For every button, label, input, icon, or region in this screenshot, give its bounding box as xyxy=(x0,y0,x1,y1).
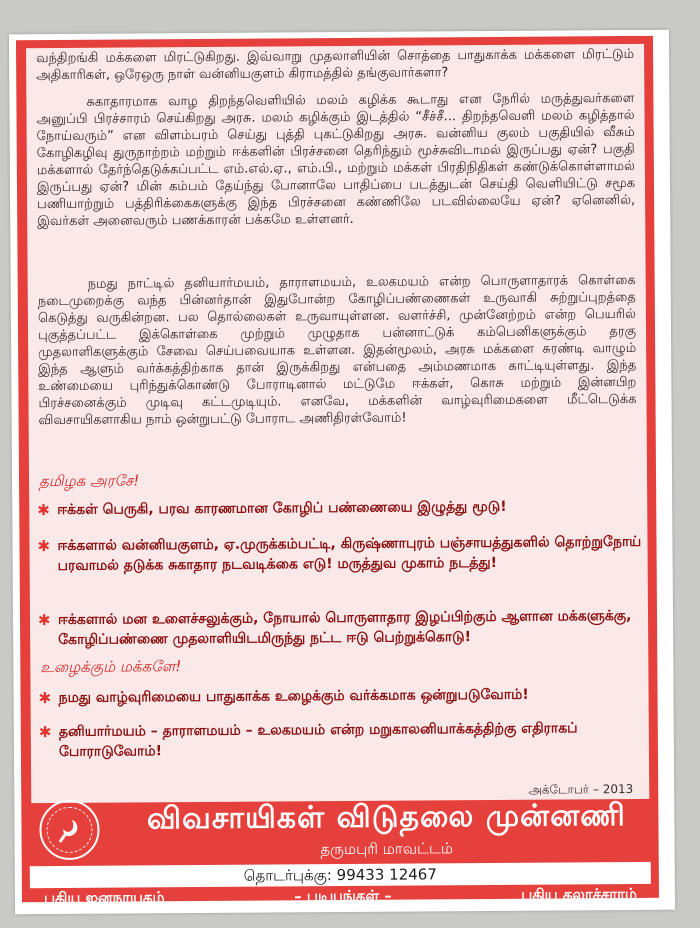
organization-logo xyxy=(39,800,99,860)
paragraph-2: சுகாதாரமாக வாழ திறந்தவெளியில் மலம் கழிக்க கூடாது என நேரில் மருத்துவர்களை அனுப்பி பிரச்சாரம் செய்கிறது அரசு. மலம் கழிக்கும் இடத்தில் “சீச்சீ... திறந்தவெளி மலம் கழித்தால் நோய்வரும்” என விளம்பரம் செய்து புத்தி புகட்டுகிறது அரசு. வன்னிய குலம் பகுதியில் வீசும் கோழிகழிவு துருநாற்றம் மற்றும் ஈக்களின் பிரச்சனை தெரிந்தும் மூச்சுவிடாமல் இருப்பது ஏன்? பகுதி மக்களால் தேர்ந்தெடுக்கப்பட்ட எம்.எல்.ஏ., எம்.பி., மற்றும் மக்கள் பிரதிநிதிகள் கண்டுக்கொள்ளாமல் இருப்பது ஏன்? மின் கம்பம் தேய்ந்து போனாலே பாதிப்பை படத்துடன் செய்தி வெளியிட்டு சமூக பணியாற்றும் பத்திரிக்கைகளுக்கு இந்த பிரச்சனை கண்ணிலே படவில்லையே ஏன்? ஏனெனில், இவர்கள் அனைவரும் பணக்காரன் பக்கமே உள்ளனர். xyxy=(36,90,636,230)
demand-item xyxy=(35,532,641,576)
paragraph-1: வந்திறங்கி மக்களை மிரட்டுகிறது. இவ்வாறு முதலாளியின் சொத்தை பாதுகாக்க மக்களை மிரட்டும் அதிகாரிகள், ஒரேஒரு நாள் வன்னியகுளம் கிராமத்தில் தங்குவார்களா? xyxy=(36,46,635,84)
star-bullet-icon: ✱ xyxy=(37,611,51,630)
salutation-government: தமிழக அரசே! xyxy=(38,471,140,491)
organization-name: விவசாயிகள் விடுதலை முன்னணி xyxy=(146,798,626,837)
footer-bar xyxy=(22,884,659,910)
demand-text: ஈக்கள் பெருகி, பரவ காரணமான கோழிப் பண்ணையை இழுத்து மூடு! xyxy=(57,498,507,518)
salutation-people: உழைக்கும் மக்களே! xyxy=(40,657,182,677)
demand-item xyxy=(37,684,643,708)
sickle-icon xyxy=(46,807,92,853)
demand-text: ஈக்களால் மன உளைச்சலுக்கும், நோயால் பொருளாதார இழப்பிற்கும் ஆளான மக்களுக்கு, கோழிப்பண்ணை முதலாளியிடமிருந்து நட்ட ஈடு பெற்றுக்கொடு! xyxy=(57,607,632,648)
district-name: தருமபுரி மாவட்டம் xyxy=(320,839,454,859)
date-label: அக்டோபர் – 2013 xyxy=(528,781,634,797)
demand-item xyxy=(35,496,641,520)
red-frame xyxy=(16,36,659,908)
star-bullet-icon: ✱ xyxy=(37,537,51,556)
footer-item: புதிய கலாச்சாரம் xyxy=(521,884,638,904)
paragraph-3: நமது நாட்டில் தனியார்மயம், தாராளமயம், உலகமயம் என்ற பொருளாதாரக் கொள்கை நடைமுறைக்கு வந்த பின்னர்தான் இதுபோன்ற கோழிப்பண்ணைகள் உருவாகி சுற்றுப்புறத்தை கெடுத்து வருகின்றன. பல தொல்லைகள் உருவாயுள்ளன. வளர்ச்சி, முன்னேற்றம் என்ற பெயரில் புகுத்தப்பட்ட இக்கொள்கை முற்றும் முழுதாக பன்னாட்டுக் கம்பெனிகளுக்கும் தரகு முதலாளிகளுக்கும் சேவை செய்பவையாக உள்ளன. இதன்மூலம், அரசு மக்களை சுரண்டி வாழும் இந்த ஆளும் வர்க்கத்திற்காக தான் இருக்கிறது என்பதை அம்மணமாக காட்டியுள்ளது. இந்த உண்மையை புரிந்துக்கொண்டு போராடினால் மட்டுமே ஈக்கள், கொசு மற்றும் இன்னபிற பிரச்சனைக்கும் முடிவு கட்டமுடியும். எனவே, மக்களின் வாழ்வுரிமைகளை மீட்டெடுக்க விவசாயிகளாகிய நாம் ஒன்றுபட்டு போராட அணிதிரள்வோம்! xyxy=(37,272,637,429)
demand-text: தனியார்மயம் – தாராளமயம் – உலகமயம் என்ற மறுகாலனியாக்கத்திற்கு எதிராகப் போராடுவோம்! xyxy=(58,720,578,760)
pamphlet-page xyxy=(9,30,675,915)
demand-text: நமது வாழ்வுரிமையை பாதுகாக்க உழைக்கும் வர்க்கமாக ஒன்றுபடுவோம்! xyxy=(58,686,529,706)
contact-number: தொடர்புக்கு: 99433 12467 xyxy=(243,865,437,885)
star-bullet-icon: ✱ xyxy=(37,501,50,520)
star-bullet-icon: ✱ xyxy=(38,723,52,742)
footer-item: – படியுங்கள் – xyxy=(294,886,392,906)
content-panel xyxy=(26,44,649,803)
demand-text: ஈக்களால் வன்னியகுளம், ஏ.முருக்கம்பட்டி, கிருஷ்ணாபுரம் பஞ்சாயத்துகளில் தொற்றுநோய் பரவாமல் தடுக்க சுகாதார நடவடிக்கை எடு! மருத்துவ முகாம் நடத்து! xyxy=(57,533,642,574)
demand-item xyxy=(37,718,643,762)
footer-item: புதிய ஜனநாயகம் xyxy=(43,888,165,908)
demand-item xyxy=(36,606,642,650)
star-bullet-icon: ✱ xyxy=(38,689,52,708)
